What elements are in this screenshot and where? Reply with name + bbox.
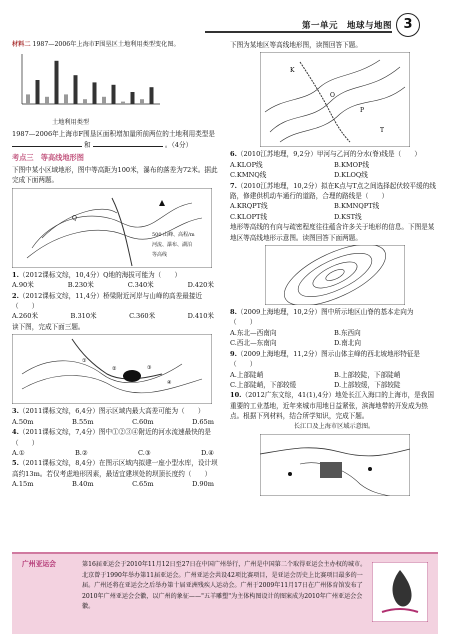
q1-option-d[interactable]: D.420米 [187,281,214,290]
q7-options [230,201,438,211]
q1-text: 1.（2012课标文综，10,4分）Q地的海拔可能为（ ） [12,270,182,279]
q3-option-b[interactable]: B.55m [72,417,94,426]
bar [45,97,49,104]
legend-1: 500 山峰、高程/m [152,231,195,238]
contour-map-4 [265,245,405,305]
q6-options-2 [230,170,438,180]
section-title: 考点三 等高线地形图 [12,152,84,162]
q8-option-b[interactable]: B.东西向 [334,328,361,337]
q3-options [12,417,220,427]
answer-blank-2[interactable] [93,139,163,147]
q2-option-c[interactable]: C.360米 [129,312,156,321]
legend-3: 等高线 [152,251,168,258]
bar [93,83,97,105]
q7-option-c[interactable]: C.KLOPT线 [230,212,268,221]
bar [74,76,78,105]
q6-option-b[interactable]: B.KMOP线 [334,160,370,169]
q9-options-2 [230,380,438,390]
q4-option-c[interactable]: C.③ [137,448,151,457]
q7-options-2 [230,212,438,222]
legend-2: 河流、瀑布、湖泊 [152,241,193,248]
chart-question-and: 和 [84,141,91,150]
q7-text: 7.（2010江苏地理，10,2分）拟在K点与T点之间选择起伏较平缓的线路，修建供机动车通行的道路，合理的路线是（ ） [230,181,436,201]
bar [140,100,144,105]
q5-option-d[interactable]: D.90m [192,480,214,489]
q4-text: 4.（2011课标文综，7,4分）图中①②③④附近的河水流速最快的是（ ） [12,428,212,447]
q4-option-d[interactable]: D.④ [200,448,214,457]
q8-options [230,328,438,338]
footer-note [12,552,438,634]
q6-options [230,160,438,170]
q2-text: 2.（2012课标文综，11,4分）桥梁附近河岸与山峰的高差最接近（ ） [12,291,203,311]
q7-option-b[interactable]: B.KMNQPT线 [334,202,380,211]
material-text: 1987—2006年上海市F围垦区土地利用类型变化图。 [32,41,180,48]
map4-intro: 地形等高线的有向与疏密程度往往蕴含许多关于地形的信息。下图是某地区等高线地形示意图。读图回答下面两题。 [230,223,435,242]
q8-option-d[interactable]: D.南北向 [334,339,361,348]
q8-option-a[interactable]: A.东北—西南向 [230,328,277,337]
q4-option-b[interactable]: B.② [74,448,88,457]
q1-options [12,280,220,290]
q2-option-d[interactable]: D.410米 [187,312,214,321]
bar [55,61,59,104]
q7-option-a[interactable]: A.KRQPT线 [230,202,268,211]
chart-question-text: 1987—2006年上海市F围垦区面积增加量所前两位的土地利用类型是 [12,129,215,138]
right-column [230,40,438,498]
chart-question-points: 。（4分） [164,141,193,150]
svg-text:①: ① [82,358,87,365]
bar [36,80,40,104]
svg-text:②: ② [112,366,117,373]
q2-options [12,311,220,321]
q2-option-a[interactable]: A.260米 [12,312,39,321]
q2-option-b[interactable]: B.310米 [70,312,97,321]
page-number: 3 [396,13,420,37]
q6-text: 6.（2010江苏地理，9,2分）甲河与乙河的分水(脊)线是（ ） [230,150,421,159]
q9-options [230,370,438,380]
q5-option-b[interactable]: B.40m [72,480,94,489]
q4-option-a[interactable]: A.① [12,448,25,457]
q3-text: 3.（2011课标文综，6,4分）图示区域内最大高差可能为（ ） [12,407,205,416]
material-two [12,40,220,50]
bar [64,95,68,105]
material-label: 材料二 [12,41,31,48]
contour-map-3 [260,52,410,147]
chart-question [12,129,220,151]
chapter-title: 第一单元 地球与地图 [301,21,392,31]
q5-option-c[interactable]: C.65m [132,480,154,489]
footer-badge: 广州亚运会 [22,560,56,568]
q7-option-d[interactable]: D.KST线 [334,212,362,221]
shanghai-map [260,434,410,496]
bar [112,85,116,104]
q5-text: 5.（2011课标文综，8,4分）在图示区域内拟建一座小型水库，设计坝高约13m。若仅考虑地形因素，最适宜建坝处的坝顶长度约（ ） [12,459,218,478]
contour-map-1 [12,188,212,268]
q1-option-c[interactable]: C.340米 [127,281,154,290]
bar [121,102,125,104]
section-intro: 下图中某小区域地形，图中等高距为100米，瀑布的落差为72米。据此完成下面两题。 [12,166,218,185]
bar [83,100,87,105]
q6-option-c[interactable]: C.KMNQ线 [230,171,267,180]
q10-text: 10.（2012广东文综，41(1),4分）地处长江入海口的上海市，是我国重要的工业基地，近年来城市用地日益紧张，滨海地带的开发成为热点。根据下列材料，结合所学知识，完成下题。 [230,391,434,421]
bar [102,97,106,104]
q3-option-d[interactable]: D.65m [192,417,214,426]
answer-blank-1[interactable] [12,139,82,147]
map3-intro: 下图为某地区等高线地形图，读图回答下题。 [230,41,362,49]
page-header [0,0,450,38]
q8-option-c[interactable]: C.西北—东南向 [230,339,277,348]
q6-option-a[interactable]: A.KLOP线 [230,160,263,169]
q1-option-b[interactable]: B.230米 [67,281,94,290]
bar [131,92,135,104]
q8-options-2 [230,338,438,348]
q9-option-c[interactable]: C.上部陡峭，下部较缓 [230,380,297,389]
q9-option-b[interactable]: B.上部较陡，下部陡峭 [334,370,401,379]
asian-games-logo-icon [372,562,428,622]
land-use-bar-chart [12,52,162,116]
q3-option-c[interactable]: C.60m [132,417,154,426]
map5-title: 长江口及上海市区域示意图。 [293,422,375,430]
q8-text: 8.（2009上海地理，10,2分）图中所示地区山脊的基本走向为（ ） [230,308,414,327]
left-column [12,40,220,490]
svg-text:K: K [290,67,295,75]
q1-option-a[interactable]: A.90米 [12,281,34,290]
map2-intro: 读下图，完成下面三题。 [12,322,85,331]
q4-options [12,448,220,458]
svg-text:T: T [380,127,385,135]
q5-options [12,479,220,489]
svg-text:Q: Q [72,214,77,222]
bar [26,95,30,105]
bar [150,88,154,105]
header-rule [205,31,392,33]
q9-option-d[interactable]: D.上部较缓，下部较陡 [334,380,401,389]
q5-option-a[interactable]: A.15m [12,480,34,489]
q6-option-d[interactable]: D.KLOQ线 [334,171,368,180]
chart-axis-label: 土地利用类型 [52,119,90,127]
svg-text:P: P [360,107,365,115]
q9-option-a[interactable]: A.上部陡峭 [230,370,264,379]
svg-text:O: O [330,92,335,100]
footer-text: 第16届亚运会于2010年11月12日至27日在中国广州举行，广州是中国第二个取得亚运会主办权的城市。北京曾于1990年举办第11届亚运会。广州亚运会共设42项比赛项目，是亚运会历史上比赛项目最多的一届。广州还将在亚运会之后举办第十届亚洲残疾人运动会。广州于2009年11月17日在广州体育馆发布了2010年广州亚运会会徽，以广州的象征——"五羊雕塑"为主体构图设计的图案成为2010年广州亚运会会徽。 [82,561,367,610]
contour-map-2 [12,334,212,404]
svg-text:③: ③ [147,365,152,372]
q9-text: 9.（2009上海地理，11,2分）图示山体主峰的西北坡地形特征是（ ） [230,349,421,369]
q3-option-a[interactable]: A.50m [12,417,34,426]
svg-text:④: ④ [167,380,172,387]
